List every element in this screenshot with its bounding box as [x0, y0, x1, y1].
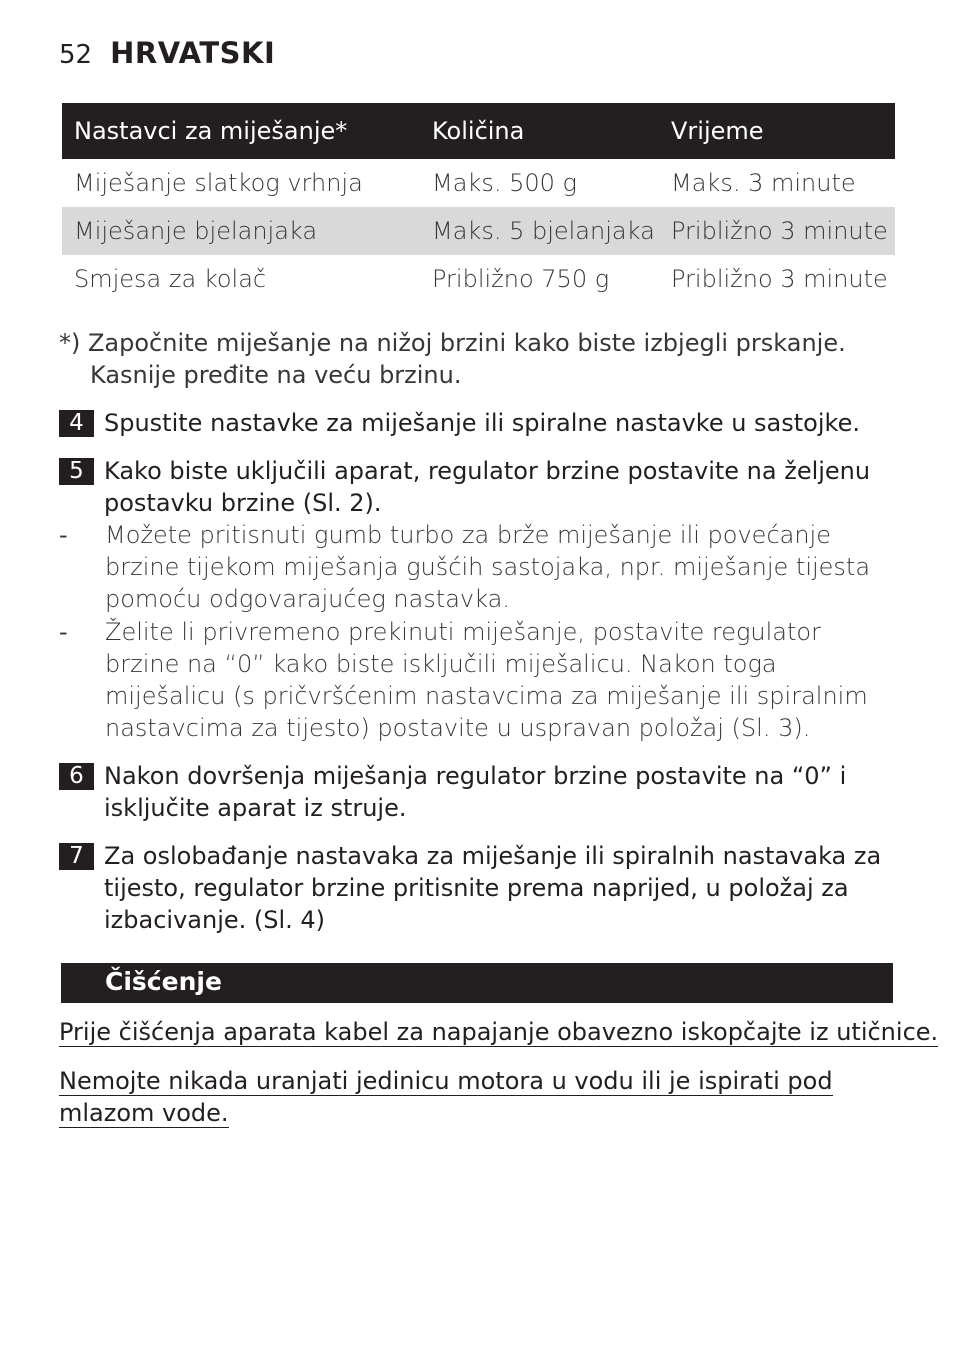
- section-heading-cleaning: [61, 963, 893, 1003]
- warning-text-line-1: Nemojte nikada uranjati jedinicu motora u vodu ili je ispirati pod: [59, 1067, 833, 1095]
- mixing-table: [62, 103, 895, 303]
- bullet-text: Možete pritisnuti gumb turbo za brže miješanje ili povećanje brzine tijekom miješanja gušćih sastojaka, npr. miješanje tijesta pomoću odgovarajućeg nastavka.: [105, 521, 871, 613]
- table-cell: Maks. 5 bjelanjaka: [420, 207, 659, 255]
- bullet-dash: -: [59, 521, 68, 549]
- step-text: Nakon dovršenja miješanja regulator brzine postavite na “0” i isključite aparat iz struje.: [104, 762, 847, 822]
- step-text: Kako biste uključili aparat, regulator brzine postavite na željenu postavku brzine (Sl. 2).: [104, 457, 871, 517]
- col-attachments: Nastavci za miješanje*: [62, 103, 420, 159]
- table-row: [62, 207, 895, 255]
- step-number-badge: 6: [59, 763, 94, 790]
- step-5-bullet-1: [59, 519, 895, 615]
- warning-unplug: [59, 1016, 938, 1048]
- col-quantity: Količina: [420, 103, 659, 159]
- footnote-line-2: Kasnije pređite na veću brzinu.: [90, 361, 462, 389]
- language-title: HRVATSKI: [110, 36, 276, 70]
- step-text: Za oslobađanje nastavaka za miješanje ili spiralnih nastavaka za tijesto, regulator brzine pritisnite prema naprijed, u položaj za izbacivanje. (Sl. 4): [104, 842, 882, 934]
- table-header-row: [62, 103, 895, 159]
- bullet-dash: -: [59, 618, 68, 646]
- table-cell: Maks. 500 g: [432, 169, 577, 197]
- table-row: [62, 255, 895, 303]
- step-6: [59, 760, 894, 824]
- footnote-line-1: *) Započnite miješanje na nižoj brzini kako biste izbjegli prskanje.: [59, 329, 846, 357]
- table-cell: Približno 3 minute: [659, 207, 895, 255]
- table-cell: Približno 750 g: [432, 265, 610, 293]
- step-number-badge: 4: [59, 410, 94, 437]
- table-cell: Smjesa za kolač: [74, 265, 267, 293]
- warning-immerse: [59, 1065, 833, 1129]
- table-footnote: [59, 327, 846, 391]
- step-5: [59, 455, 894, 519]
- step-5-bullet-2: [59, 616, 895, 744]
- step-4: [59, 407, 894, 439]
- table-row: [62, 159, 895, 207]
- table-cell: Miješanje bjelanjaka: [62, 207, 420, 255]
- step-text: Spustite nastavke za miješanje ili spiralne nastavke u sastojke.: [104, 409, 860, 437]
- col-time: Vrijeme: [659, 103, 895, 159]
- page-header: [59, 36, 275, 70]
- warning-text: Prije čišćenja aparata kabel za napajanje obavezno iskopčajte iz utičnice.: [59, 1018, 939, 1046]
- table-cell: Maks. 3 minute: [671, 169, 856, 197]
- page-number: 52: [59, 40, 93, 70]
- bullet-text: Želite li privremeno prekinuti miješanje, postavite regulator brzine na “0” kako biste isključili miješalicu. Nakon toga miješalicu (s pričvršćenim nastavcima za miješanje ili spiralnim nastavcima za tijesto) postavite u uspravan položaj (Sl. 3).: [105, 618, 868, 742]
- step-number-badge: 7: [59, 843, 94, 870]
- step-number-badge: 5: [59, 458, 94, 485]
- warning-text-line-2: mlazom vode.: [59, 1099, 229, 1127]
- step-7: [59, 840, 894, 936]
- table-cell: Miješanje slatkog vrhnja: [74, 169, 363, 197]
- section-title: Čišćenje: [105, 967, 222, 996]
- table-cell: Približno 3 minute: [671, 265, 888, 293]
